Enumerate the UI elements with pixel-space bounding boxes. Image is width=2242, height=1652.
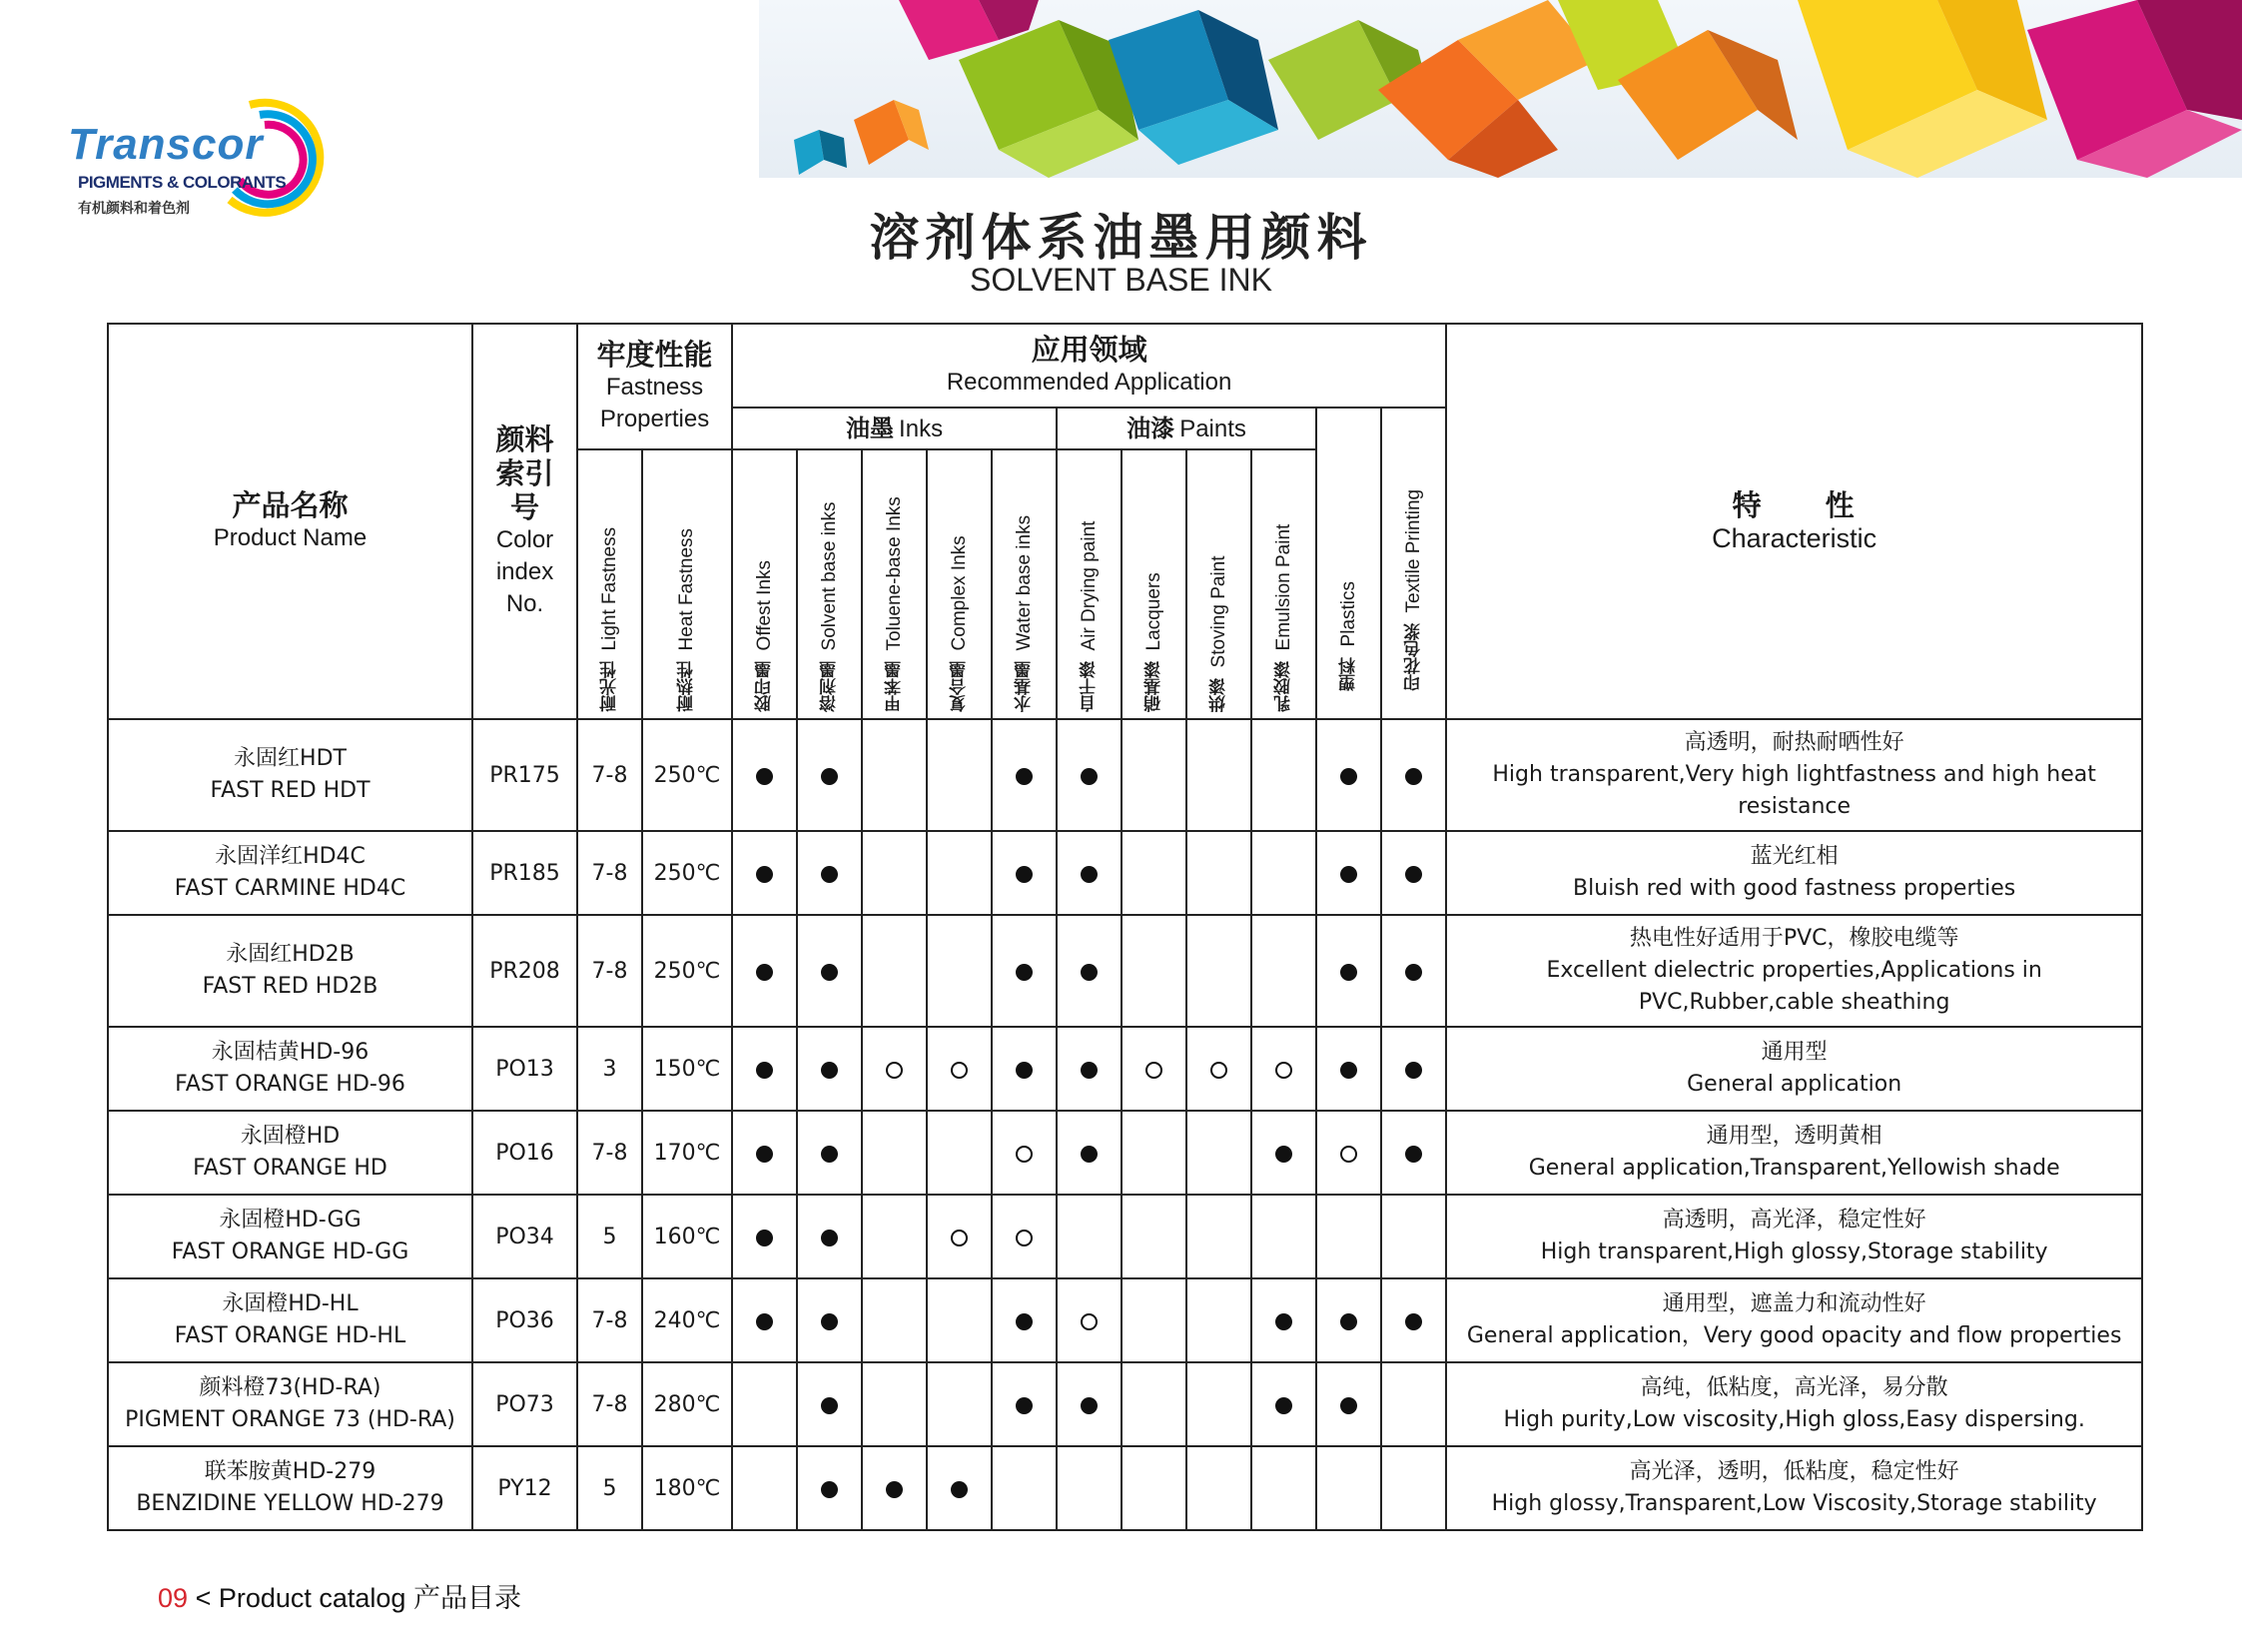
characteristic-cell	[1446, 915, 2142, 1027]
hollow-circle-icon	[951, 1230, 968, 1246]
brand-tagline: PIGMENTS & COLORANTS	[78, 173, 287, 192]
application-cell	[1251, 1111, 1316, 1195]
product-name-zh: 永固橙HD-HL	[222, 1291, 359, 1316]
filled-dot-icon	[1340, 1062, 1357, 1079]
filled-dot-icon	[756, 964, 773, 981]
application-cell	[862, 831, 927, 915]
application-cell	[797, 1027, 862, 1111]
characteristic-cell	[1446, 1195, 2142, 1278]
application-cell	[992, 719, 1057, 831]
filled-dot-icon	[821, 1146, 838, 1163]
brand-name: Transcor	[68, 120, 264, 169]
filled-dot-icon	[1016, 1062, 1033, 1079]
filled-dot-icon	[1081, 1146, 1098, 1163]
table-row	[108, 915, 2142, 1027]
header-characteristic: 特 性 Characteristic	[1446, 324, 2142, 719]
characteristic-zh: 高透明，高光泽，稳定性好	[1662, 1208, 1926, 1233]
filled-dot-icon	[1081, 1397, 1098, 1414]
application-cell	[862, 1195, 927, 1278]
filled-dot-icon	[1016, 964, 1033, 981]
product-name-en: FAST ORANGE HD-HL	[174, 1323, 406, 1348]
light-fastness-cell: 7-8	[577, 1362, 642, 1446]
application-cell	[797, 831, 862, 915]
filled-dot-icon	[1016, 1313, 1033, 1330]
light-fastness-cell: 5	[577, 1195, 642, 1278]
product-name-cell	[108, 915, 472, 1027]
heat-fastness-cell: 250℃	[642, 831, 732, 915]
application-cell	[1121, 1446, 1186, 1530]
product-name-en: FAST ORANGE HD-96	[175, 1072, 405, 1097]
filled-dot-icon	[821, 1397, 838, 1414]
application-cell	[1316, 1195, 1381, 1278]
application-cell	[1316, 1446, 1381, 1530]
header-banner	[759, 0, 2242, 178]
application-cell	[1057, 915, 1121, 1027]
heat-fastness-cell: 250℃	[642, 719, 732, 831]
product-name-cell	[108, 1446, 472, 1530]
filled-dot-icon	[821, 1062, 838, 1079]
light-fastness-cell: 3	[577, 1027, 642, 1111]
application-cell	[732, 1195, 797, 1278]
page-title-en: SOLVENT BASE INK	[970, 262, 1272, 298]
characteristic-cell	[1446, 831, 2142, 915]
hollow-circle-icon	[1016, 1146, 1033, 1163]
hollow-circle-icon	[951, 1062, 968, 1079]
application-cell	[1121, 915, 1186, 1027]
hollow-circle-icon	[1145, 1062, 1162, 1079]
filled-dot-icon	[1081, 964, 1098, 981]
application-cell	[1251, 1446, 1316, 1530]
application-cell	[1186, 1195, 1251, 1278]
footer-text: < Product catalog 产品目录	[195, 1583, 521, 1613]
characteristic-zh: 通用型，遮盖力和流动性好	[1662, 1291, 1926, 1316]
application-cell	[1251, 1278, 1316, 1362]
filled-dot-icon	[756, 768, 773, 785]
application-cell	[992, 1111, 1057, 1195]
characteristic-en: High purity,Low viscosity,High gloss,Easy dispersing.	[1503, 1407, 2085, 1432]
filled-dot-icon	[756, 866, 773, 883]
application-cell	[1251, 915, 1316, 1027]
application-cell	[1381, 1111, 1446, 1195]
cubes-illustration	[759, 0, 2242, 178]
filled-dot-icon	[821, 1313, 838, 1330]
hollow-circle-icon	[1081, 1313, 1098, 1330]
product-name-en: FAST CARMINE HD4C	[174, 876, 406, 901]
characteristic-zh: 高纯，低粘度，高光泽，易分散	[1640, 1375, 1948, 1400]
application-cell	[732, 915, 797, 1027]
application-cell	[927, 915, 992, 1027]
application-cell	[927, 719, 992, 831]
application-cell	[1121, 1027, 1186, 1111]
application-cell	[732, 1111, 797, 1195]
application-cell	[862, 1278, 927, 1362]
product-name-cell	[108, 1195, 472, 1278]
application-cell	[1121, 719, 1186, 831]
header-inks: 油墨 Inks	[732, 408, 1057, 449]
filled-dot-icon	[951, 1481, 968, 1498]
header-col-light: 耐光性 Light Fastness	[577, 449, 642, 719]
application-cell	[1316, 915, 1381, 1027]
characteristic-cell	[1446, 1027, 2142, 1111]
header-col-airdry: 自干漆 Air Drying paint	[1057, 449, 1121, 719]
application-cell	[1186, 1446, 1251, 1530]
application-cell	[1381, 719, 1446, 831]
header-col-plastics: 塑料 Plastics	[1316, 408, 1381, 719]
application-cell	[1186, 1027, 1251, 1111]
hollow-circle-icon	[1210, 1062, 1227, 1079]
application-cell	[1186, 1111, 1251, 1195]
table-row	[108, 831, 2142, 915]
application-cell	[1057, 1027, 1121, 1111]
heat-fastness-cell: 180℃	[642, 1446, 732, 1530]
application-cell	[1186, 719, 1251, 831]
page-footer	[158, 1576, 521, 1615]
filled-dot-icon	[1405, 964, 1422, 981]
header-col-heat: 耐热性 Heat Fastness	[642, 449, 732, 719]
color-index-cell: PO36	[472, 1278, 577, 1362]
filled-dot-icon	[756, 1313, 773, 1330]
application-cell	[992, 1195, 1057, 1278]
characteristic-zh: 热电性好适用于PVC，橡胶电缆等	[1629, 926, 1959, 951]
characteristic-en: High glossy,Transparent,Low Viscosity,Storage stability	[1491, 1491, 2097, 1516]
characteristic-zh: 通用型	[1761, 1040, 1828, 1065]
application-cell	[1381, 1278, 1446, 1362]
table-row	[108, 1195, 2142, 1278]
application-cell	[797, 1446, 862, 1530]
product-name-zh: 永固橙HD	[240, 1124, 341, 1149]
page-title-zh: 溶剂体系油墨用颜料	[869, 209, 1373, 267]
application-cell	[1316, 1027, 1381, 1111]
filled-dot-icon	[1275, 1146, 1292, 1163]
table-row	[108, 719, 2142, 831]
product-name-cell	[108, 1027, 472, 1111]
product-name-zh: 联苯胺黄HD-279	[204, 1459, 376, 1484]
hollow-circle-icon	[886, 1062, 903, 1079]
application-cell	[797, 1278, 862, 1362]
header-col-water: 水基墨 Water base inks	[992, 449, 1057, 719]
brand-tagline-zh: 有机颜料和着色剂	[78, 201, 190, 217]
characteristic-en: High transparent,High glossy,Storage stability	[1540, 1239, 2048, 1264]
application-cell	[1186, 915, 1251, 1027]
header-col-stoving: 烘漆 Stoving Paint	[1186, 449, 1251, 719]
application-cell	[732, 719, 797, 831]
color-index-cell: PO16	[472, 1111, 577, 1195]
table-row	[108, 1362, 2142, 1446]
filled-dot-icon	[1081, 866, 1098, 883]
application-cell	[797, 1195, 862, 1278]
application-cell	[927, 1111, 992, 1195]
filled-dot-icon	[1340, 964, 1357, 981]
characteristic-zh: 通用型，透明黄相	[1706, 1124, 1882, 1149]
filled-dot-icon	[1405, 1146, 1422, 1163]
heat-fastness-cell: 170℃	[642, 1111, 732, 1195]
header-col-emulsion: 乳胶漆 Emulsion Paint	[1251, 449, 1316, 719]
application-cell	[992, 1278, 1057, 1362]
header-col-solvent: 溶剂墨 Solvent base inks	[797, 449, 862, 719]
application-cell	[1251, 1027, 1316, 1111]
product-name-zh: 永固红HD2B	[226, 942, 355, 967]
characteristic-cell	[1446, 1446, 2142, 1530]
header-col-toluene: 甲苯墨 Toluene-base Inks	[862, 449, 927, 719]
application-cell	[1186, 1278, 1251, 1362]
application-cell	[797, 915, 862, 1027]
application-cell	[1121, 1278, 1186, 1362]
filled-dot-icon	[1081, 768, 1098, 785]
application-cell	[1381, 1362, 1446, 1446]
filled-dot-icon	[886, 1481, 903, 1498]
header-product-name: 产品名称 Product Name	[108, 324, 472, 719]
application-cell	[1316, 1278, 1381, 1362]
application-cell	[1057, 1446, 1121, 1530]
application-cell	[1251, 1362, 1316, 1446]
application-cell	[862, 1446, 927, 1530]
application-cell	[1381, 831, 1446, 915]
light-fastness-cell: 7-8	[577, 1111, 642, 1195]
application-cell	[927, 1278, 992, 1362]
filled-dot-icon	[821, 1481, 838, 1498]
color-index-cell: PR185	[472, 831, 577, 915]
header-application: 应用领域 Recommended Application	[732, 324, 1446, 408]
product-name-zh: 颜料橙73(HD-RA)	[199, 1375, 381, 1400]
filled-dot-icon	[821, 964, 838, 981]
product-name-cell	[108, 1278, 472, 1362]
filled-dot-icon	[1405, 768, 1422, 785]
application-cell	[927, 1446, 992, 1530]
header-col-lacquers: 硝基漆 Lacquers	[1121, 449, 1186, 719]
application-cell	[862, 719, 927, 831]
application-cell	[1381, 1446, 1446, 1530]
color-index-cell: PR175	[472, 719, 577, 831]
color-index-cell: PO34	[472, 1195, 577, 1278]
application-cell	[1316, 831, 1381, 915]
application-cell	[927, 1195, 992, 1278]
application-cell	[1251, 831, 1316, 915]
filled-dot-icon	[1016, 866, 1033, 883]
characteristic-en: General application	[1687, 1072, 1902, 1097]
application-cell	[1057, 719, 1121, 831]
filled-dot-icon	[1275, 1313, 1292, 1330]
application-cell	[1057, 1195, 1121, 1278]
table-row	[108, 1278, 2142, 1362]
product-name-en: BENZIDINE YELLOW HD-279	[136, 1491, 444, 1516]
heat-fastness-cell: 280℃	[642, 1362, 732, 1446]
product-name-en: FAST ORANGE HD	[193, 1156, 387, 1181]
heat-fastness-cell: 160℃	[642, 1195, 732, 1278]
filled-dot-icon	[821, 866, 838, 883]
hollow-circle-icon	[1340, 1146, 1357, 1163]
characteristic-cell	[1446, 719, 2142, 831]
characteristic-cell	[1446, 1278, 2142, 1362]
application-cell	[862, 1111, 927, 1195]
filled-dot-icon	[1340, 1313, 1357, 1330]
filled-dot-icon	[821, 1230, 838, 1246]
application-cell	[1057, 1362, 1121, 1446]
header-fastness: 牢度性能 Fastness Properties	[577, 324, 732, 449]
characteristic-zh: 高透明，耐热耐晒性好	[1684, 730, 1904, 755]
filled-dot-icon	[756, 1146, 773, 1163]
light-fastness-cell: 5	[577, 1446, 642, 1530]
header-col-complex: 复合墨 Complex Inks	[927, 449, 992, 719]
application-cell	[992, 831, 1057, 915]
characteristic-zh: 高光泽，透明，低粘度，稳定性好	[1629, 1459, 1959, 1484]
characteristic-en: General application,Transparent,Yellowish shade	[1528, 1156, 2060, 1181]
characteristic-en: Excellent dielectric properties,Applications in PVC,Rubber,cable sheathing	[1546, 958, 2042, 1015]
table-row	[108, 1027, 2142, 1111]
product-name-cell	[108, 719, 472, 831]
characteristic-zh: 蓝光红相	[1750, 844, 1839, 869]
application-cell	[797, 1362, 862, 1446]
filled-dot-icon	[756, 1062, 773, 1079]
application-cell	[1057, 1111, 1121, 1195]
table-row	[108, 1446, 2142, 1530]
filled-dot-icon	[821, 768, 838, 785]
heat-fastness-cell: 240℃	[642, 1278, 732, 1362]
application-cell	[992, 1362, 1057, 1446]
product-name-en: PIGMENT ORANGE 73 (HD-RA)	[125, 1407, 455, 1432]
application-cell	[1316, 719, 1381, 831]
filled-dot-icon	[1340, 866, 1357, 883]
product-name-cell	[108, 831, 472, 915]
header-paints: 油漆 Paints	[1057, 408, 1316, 449]
characteristic-cell	[1446, 1362, 2142, 1446]
light-fastness-cell: 7-8	[577, 831, 642, 915]
heat-fastness-cell: 150℃	[642, 1027, 732, 1111]
application-cell	[1186, 831, 1251, 915]
table-row	[108, 1111, 2142, 1195]
header-col-textile: 印花色浆 Textile Printing	[1381, 408, 1446, 719]
characteristic-en: High transparent,Very high lightfastness and high heat resistance	[1492, 762, 2096, 819]
application-cell	[862, 915, 927, 1027]
hollow-circle-icon	[1016, 1230, 1033, 1246]
light-fastness-cell: 7-8	[577, 1278, 642, 1362]
page-number: 09	[158, 1583, 189, 1613]
application-cell	[1251, 719, 1316, 831]
application-cell	[1121, 831, 1186, 915]
application-cell	[1316, 1362, 1381, 1446]
application-cell	[992, 1446, 1057, 1530]
filled-dot-icon	[1340, 768, 1357, 785]
filled-dot-icon	[1016, 768, 1033, 785]
heat-fastness-cell: 250℃	[642, 915, 732, 1027]
application-cell	[1251, 1195, 1316, 1278]
product-name-cell	[108, 1362, 472, 1446]
application-cell	[1186, 1362, 1251, 1446]
application-cell	[732, 1446, 797, 1530]
characteristic-en: Bluish red with good fastness properties	[1573, 876, 2016, 901]
filled-dot-icon	[1016, 1397, 1033, 1414]
product-name-cell	[108, 1111, 472, 1195]
application-cell	[797, 1111, 862, 1195]
hollow-circle-icon	[1275, 1062, 1292, 1079]
application-cell	[1121, 1111, 1186, 1195]
application-cell	[1316, 1111, 1381, 1195]
light-fastness-cell: 7-8	[577, 915, 642, 1027]
application-cell	[992, 915, 1057, 1027]
application-cell	[732, 1362, 797, 1446]
product-name-en: FAST ORANGE HD-GG	[171, 1239, 409, 1264]
filled-dot-icon	[1405, 866, 1422, 883]
filled-dot-icon	[1405, 1062, 1422, 1079]
application-cell	[732, 1278, 797, 1362]
application-cell	[1057, 831, 1121, 915]
light-fastness-cell: 7-8	[577, 719, 642, 831]
header-col-offset: 胶印墨 Offest Inks	[732, 449, 797, 719]
filled-dot-icon	[1405, 1313, 1422, 1330]
application-cell	[927, 1027, 992, 1111]
color-index-cell: PR208	[472, 915, 577, 1027]
characteristic-en: General application，Very good opacity and flow properties	[1466, 1323, 2122, 1348]
filled-dot-icon	[1340, 1397, 1357, 1414]
product-name-zh: 永固橙HD-GG	[219, 1208, 362, 1233]
application-cell	[732, 1027, 797, 1111]
color-index-cell: PO73	[472, 1362, 577, 1446]
filled-dot-icon	[756, 1230, 773, 1246]
product-name-zh: 永固桔黄HD-96	[211, 1040, 370, 1065]
application-cell	[797, 719, 862, 831]
application-cell	[732, 831, 797, 915]
application-cell	[1381, 1195, 1446, 1278]
filled-dot-icon	[1081, 1062, 1098, 1079]
application-cell	[862, 1027, 927, 1111]
product-name-zh: 永固红HDT	[234, 746, 347, 771]
header-color-index: 颜料索引号 Color index No.	[472, 324, 577, 719]
product-name-zh: 永固洋红HD4C	[215, 844, 366, 869]
application-cell	[1381, 915, 1446, 1027]
application-cell	[1121, 1362, 1186, 1446]
application-cell	[1057, 1278, 1121, 1362]
application-cell	[862, 1362, 927, 1446]
product-table	[107, 323, 2143, 1531]
color-index-cell: PO13	[472, 1027, 577, 1111]
application-cell	[1381, 1027, 1446, 1111]
color-index-cell: PY12	[472, 1446, 577, 1530]
product-name-en: FAST RED HDT	[210, 778, 371, 803]
application-cell	[1121, 1195, 1186, 1278]
application-cell	[927, 831, 992, 915]
characteristic-cell	[1446, 1111, 2142, 1195]
product-name-en: FAST RED HD2B	[202, 974, 378, 999]
application-cell	[992, 1027, 1057, 1111]
application-cell	[927, 1362, 992, 1446]
filled-dot-icon	[1275, 1397, 1292, 1414]
